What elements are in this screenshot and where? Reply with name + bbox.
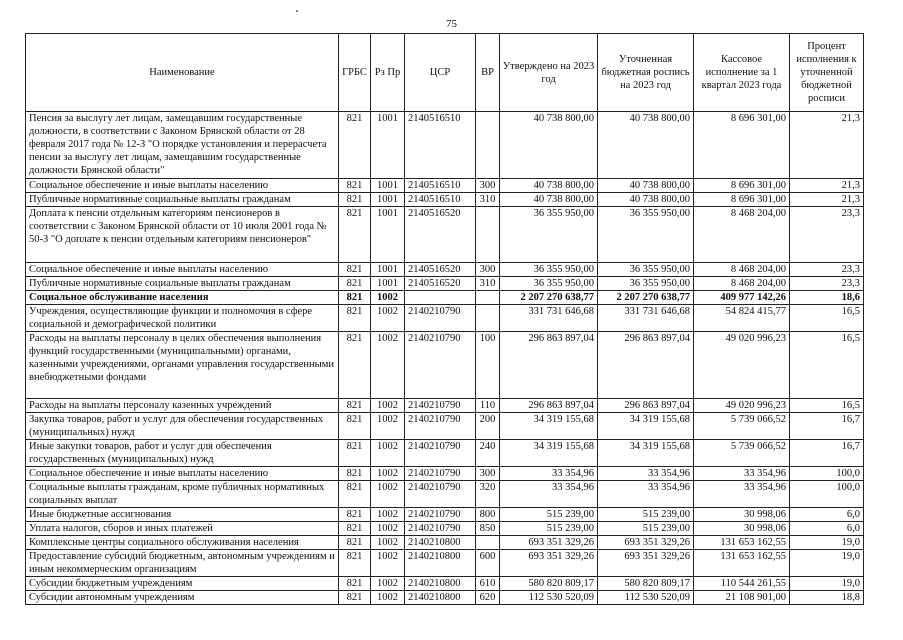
row-percent: 16,7 [790,440,864,467]
row-vr: 800 [476,508,500,522]
row-grbs: 821 [339,522,371,536]
row-rz-pr: 1002 [371,413,405,440]
row-grbs: 821 [339,413,371,440]
row-refined: 34 319 155,68 [598,440,694,467]
row-csr: 2140210800 [405,591,476,605]
table-row [26,291,864,305]
row-approved: 296 863 897,04 [500,399,598,413]
table-row [26,467,864,481]
row-percent: 16,5 [790,305,864,332]
row-csr: 2140516510 [405,193,476,207]
row-approved: 34 319 155,68 [500,413,598,440]
row-name: Социальные выплаты гражданам, кроме публичных нормативных социальных выплат [26,481,339,508]
row-refined: 296 863 897,04 [598,332,694,399]
row-name: Уплата налогов, сборов и иных платежей [26,522,339,536]
row-rz-pr: 1002 [371,550,405,577]
row-grbs: 821 [339,263,371,277]
row-approved: 34 319 155,68 [500,440,598,467]
row-percent: 19,0 [790,577,864,591]
row-csr: 2140210790 [405,332,476,399]
row-percent: 6,0 [790,522,864,536]
row-percent: 16,5 [790,399,864,413]
table-row [26,481,864,508]
row-approved: 36 355 950,00 [500,263,598,277]
table-row [26,550,864,577]
row-vr: 200 [476,413,500,440]
row-approved: 40 738 800,00 [500,179,598,193]
table-row [26,508,864,522]
row-cash: 49 020 996,23 [694,399,790,413]
table-row [26,305,864,332]
header-row [26,34,864,112]
header-grbs: ГРБС [339,34,371,112]
row-refined: 693 351 329,26 [598,550,694,577]
row-cash: 5 739 066,52 [694,440,790,467]
row-vr: 110 [476,399,500,413]
row-percent: 6,0 [790,508,864,522]
row-csr: 2140210800 [405,550,476,577]
row-rz-pr: 1002 [371,481,405,508]
row-name: Иные бюджетные ассигнования [26,508,339,522]
row-approved: 33 354,96 [500,467,598,481]
row-name: Субсидии автономным учреждениям [26,591,339,605]
row-percent: 23,3 [790,277,864,291]
table-row [26,332,864,399]
row-cash: 33 354,96 [694,481,790,508]
row-name: Доплата к пенсии отдельным категориям пенсионеров в соответствии с Законом Брянской области от 10 июля 2001 года № 50-З "О доплате к пенсии отдельным категориям пенсионеров" [26,207,339,263]
row-rz-pr: 1002 [371,291,405,305]
row-percent: 18,6 [790,291,864,305]
row-grbs: 821 [339,112,371,179]
row-rz-pr: 1001 [371,277,405,291]
table-row [26,413,864,440]
row-refined: 40 738 800,00 [598,193,694,207]
row-refined: 33 354,96 [598,481,694,508]
page-number: 75 [446,18,457,30]
row-grbs: 821 [339,508,371,522]
row-rz-pr: 1001 [371,112,405,179]
row-grbs: 821 [339,440,371,467]
table-row [26,577,864,591]
row-rz-pr: 1002 [371,577,405,591]
row-name: Иные закупки товаров, работ и услуг для обеспечения государственных (муниципальных) нужд [26,440,339,467]
row-rz-pr: 1002 [371,305,405,332]
row-vr: 620 [476,591,500,605]
row-rz-pr: 1002 [371,467,405,481]
table-row [26,207,864,263]
header-vr: ВР [476,34,500,112]
row-csr: 2140210790 [405,481,476,508]
row-cash: 131 653 162,55 [694,536,790,550]
row-approved: 693 351 329,26 [500,550,598,577]
row-approved: 331 731 646,68 [500,305,598,332]
row-refined: 515 239,00 [598,522,694,536]
table-row [26,112,864,179]
row-refined: 36 355 950,00 [598,277,694,291]
row-vr [476,112,500,179]
row-rz-pr: 1002 [371,440,405,467]
row-cash: 110 544 261,55 [694,577,790,591]
row-percent: 23,3 [790,207,864,263]
row-vr: 300 [476,179,500,193]
row-rz-pr: 1001 [371,193,405,207]
row-grbs: 821 [339,591,371,605]
row-percent: 16,7 [790,413,864,440]
row-approved: 36 355 950,00 [500,277,598,291]
header-rz-pr: Рз Пр [371,34,405,112]
row-vr: 320 [476,481,500,508]
row-refined: 693 351 329,26 [598,536,694,550]
row-name: Расходы на выплаты персоналу казенных учреждений [26,399,339,413]
row-name: Социальное обеспечение и иные выплаты населению [26,179,339,193]
row-cash: 8 696 301,00 [694,193,790,207]
row-vr [476,207,500,263]
row-cash: 30 998,06 [694,508,790,522]
row-approved: 112 530 520,09 [500,591,598,605]
row-grbs: 821 [339,179,371,193]
row-csr: 2140210790 [405,440,476,467]
row-refined: 580 820 809,17 [598,577,694,591]
row-percent: 18,8 [790,591,864,605]
row-rz-pr: 1002 [371,508,405,522]
row-cash: 33 354,96 [694,467,790,481]
row-name: Учреждения, осуществляющие функции и полномочия в сфере социальной и демографической политики [26,305,339,332]
row-vr: 310 [476,193,500,207]
row-csr: 2140516510 [405,112,476,179]
row-cash: 8 696 301,00 [694,179,790,193]
row-name: Закупка товаров, работ и услуг для обеспечения государственных (муниципальных) нужд [26,413,339,440]
row-cash: 409 977 142,26 [694,291,790,305]
header-refined: Уточненная бюджетная роспись на 2023 год [598,34,694,112]
row-csr: 2140210790 [405,305,476,332]
header-approved: Утверждено на 2023 год [500,34,598,112]
row-refined: 112 530 520,09 [598,591,694,605]
row-grbs: 821 [339,207,371,263]
row-name: Расходы на выплаты персоналу в целях обеспечения выполнения функций государственными (муниципальными) органами, казенными учреждениями, органами управления государственными внебюджетными фондами [26,332,339,399]
row-rz-pr: 1002 [371,536,405,550]
row-approved: 515 239,00 [500,508,598,522]
row-cash: 8 468 204,00 [694,277,790,291]
table-row [26,536,864,550]
row-name: Социальное обеспечение и иные выплаты населению [26,263,339,277]
row-approved: 36 355 950,00 [500,207,598,263]
row-approved: 2 207 270 638,77 [500,291,598,305]
row-rz-pr: 1001 [371,207,405,263]
row-grbs: 821 [339,193,371,207]
table-row [26,179,864,193]
row-rz-pr: 1002 [371,399,405,413]
row-vr: 310 [476,277,500,291]
row-cash: 131 653 162,55 [694,550,790,577]
row-csr: 2140210800 [405,536,476,550]
row-cash: 30 998,06 [694,522,790,536]
table-row [26,440,864,467]
row-name: Социальное обслуживание населения [26,291,339,305]
row-name: Субсидии бюджетным учреждениям [26,577,339,591]
row-approved: 693 351 329,26 [500,536,598,550]
row-rz-pr: 1001 [371,263,405,277]
row-refined: 331 731 646,68 [598,305,694,332]
row-refined: 33 354,96 [598,467,694,481]
row-cash: 21 108 901,00 [694,591,790,605]
row-grbs: 821 [339,536,371,550]
row-name: Социальное обеспечение и иные выплаты населению [26,467,339,481]
budget-table [25,33,864,605]
row-csr: 2140516510 [405,179,476,193]
row-rz-pr: 1002 [371,522,405,536]
row-vr: 240 [476,440,500,467]
row-cash: 5 739 066,52 [694,413,790,440]
row-csr: 2140210790 [405,467,476,481]
table-row [26,263,864,277]
row-rz-pr: 1002 [371,332,405,399]
table-row [26,399,864,413]
row-refined: 36 355 950,00 [598,207,694,263]
row-cash: 54 824 415,77 [694,305,790,332]
row-approved: 515 239,00 [500,522,598,536]
row-name: Предоставление субсидий бюджетным, автономным учреждениям и иным некоммерческим организациям [26,550,339,577]
header-name: Наименование [26,34,339,112]
row-vr [476,536,500,550]
row-cash: 8 696 301,00 [694,112,790,179]
row-rz-pr: 1001 [371,179,405,193]
row-grbs: 821 [339,481,371,508]
row-name: Комплексные центры социального обслуживания населения [26,536,339,550]
row-csr: 2140516520 [405,277,476,291]
row-grbs: 821 [339,291,371,305]
row-csr: 2140210790 [405,522,476,536]
row-refined: 2 207 270 638,77 [598,291,694,305]
row-percent: 100,0 [790,467,864,481]
header-percent: Процент исполнения к уточненной бюджетной росписи [790,34,864,112]
row-percent: 19,0 [790,536,864,550]
row-cash: 8 468 204,00 [694,263,790,277]
row-name: Пенсия за выслугу лет лицам, замещавшим государственные должности, в соответствии с Законом Брянской области от 28 февраля 2017 года № 12-З "О порядке установления и перерасчета пенсии за выслугу лет лицам, замещавшим государственные должности Брянской области" [26,112,339,179]
row-approved: 580 820 809,17 [500,577,598,591]
row-csr: 2140516520 [405,207,476,263]
row-approved: 40 738 800,00 [500,193,598,207]
row-refined: 36 355 950,00 [598,263,694,277]
row-vr: 600 [476,550,500,577]
row-cash: 8 468 204,00 [694,207,790,263]
row-name: Публичные нормативные социальные выплаты гражданам [26,277,339,291]
row-percent: 19,0 [790,550,864,577]
row-refined: 40 738 800,00 [598,112,694,179]
table-row [26,277,864,291]
row-vr [476,291,500,305]
row-refined: 40 738 800,00 [598,179,694,193]
row-csr [405,291,476,305]
row-grbs: 821 [339,332,371,399]
scan-speck [296,10,298,12]
row-grbs: 821 [339,399,371,413]
row-vr [476,305,500,332]
table-row [26,591,864,605]
row-rz-pr: 1002 [371,591,405,605]
row-percent: 21,3 [790,112,864,179]
row-grbs: 821 [339,550,371,577]
row-csr: 2140210790 [405,413,476,440]
row-percent: 100,0 [790,481,864,508]
row-vr: 300 [476,467,500,481]
row-percent: 16,5 [790,332,864,399]
row-csr: 2140210800 [405,577,476,591]
row-csr: 2140210790 [405,508,476,522]
row-approved: 296 863 897,04 [500,332,598,399]
header-cash: Кассовое исполнение за 1 квартал 2023 года [694,34,790,112]
row-grbs: 821 [339,467,371,481]
row-approved: 40 738 800,00 [500,112,598,179]
row-percent: 21,3 [790,179,864,193]
row-approved: 33 354,96 [500,481,598,508]
row-csr: 2140210790 [405,399,476,413]
row-percent: 23,3 [790,263,864,277]
row-percent: 21,3 [790,193,864,207]
row-vr: 100 [476,332,500,399]
row-refined: 296 863 897,04 [598,399,694,413]
table-row [26,522,864,536]
row-grbs: 821 [339,577,371,591]
row-csr: 2140516520 [405,263,476,277]
row-vr: 610 [476,577,500,591]
row-vr: 300 [476,263,500,277]
header-csr: ЦСР [405,34,476,112]
row-refined: 34 319 155,68 [598,413,694,440]
row-cash: 49 020 996,23 [694,332,790,399]
row-refined: 515 239,00 [598,508,694,522]
row-grbs: 821 [339,277,371,291]
table-row [26,193,864,207]
row-grbs: 821 [339,305,371,332]
row-vr: 850 [476,522,500,536]
row-name: Публичные нормативные социальные выплаты гражданам [26,193,339,207]
